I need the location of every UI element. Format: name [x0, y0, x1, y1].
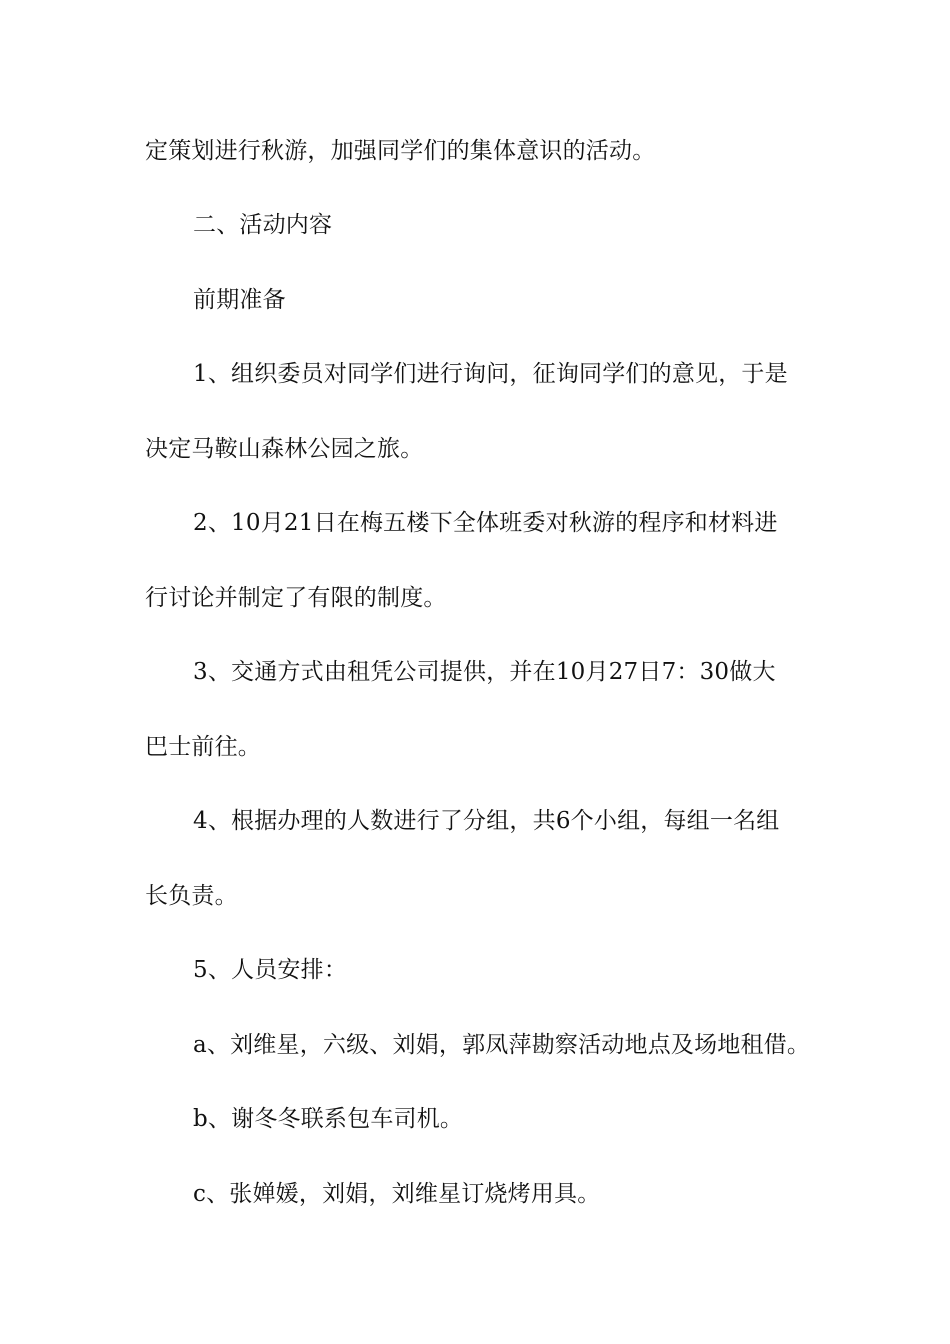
- section-heading: 二、活动内容: [193, 212, 333, 238]
- list-item-4: 4、根据办理的人数进行了分组，共6个小组，每组一名组: [193, 808, 780, 834]
- subsection-heading: 前期准备: [193, 287, 286, 313]
- list-item-2: 2、10月21日在梅五楼下全体班委对秋游的程序和材料进: [193, 510, 778, 536]
- list-item-5: 5、人员安排：: [193, 957, 348, 983]
- sub-item-a: a、刘维星，六级、刘娟，郭凤萍勘察活动地点及场地租借。: [193, 1032, 811, 1058]
- sub-item-b: b、谢冬冬联系包车司机。: [193, 1106, 464, 1132]
- sub-item-c: c、张婵媛，刘娟，刘维星订烧烤用具。: [193, 1181, 601, 1207]
- list-item-3-continuation: 巴士前往。: [145, 734, 261, 760]
- list-item-4-continuation: 长负责。: [145, 883, 238, 909]
- list-item-1: 1、组织委员对同学们进行询问，征询同学们的意见，于是: [193, 361, 788, 387]
- list-item-1-continuation: 决定马鞍山森林公园之旅。: [145, 436, 424, 462]
- paragraph-continuation: 定策划进行秋游，加强同学们的集体意识的活动。: [145, 138, 656, 164]
- list-item-2-continuation: 行讨论并制定了有限的制度。: [145, 585, 447, 611]
- list-item-3: 3、交通方式由租凭公司提供，并在10月27日7：30做大: [193, 659, 776, 685]
